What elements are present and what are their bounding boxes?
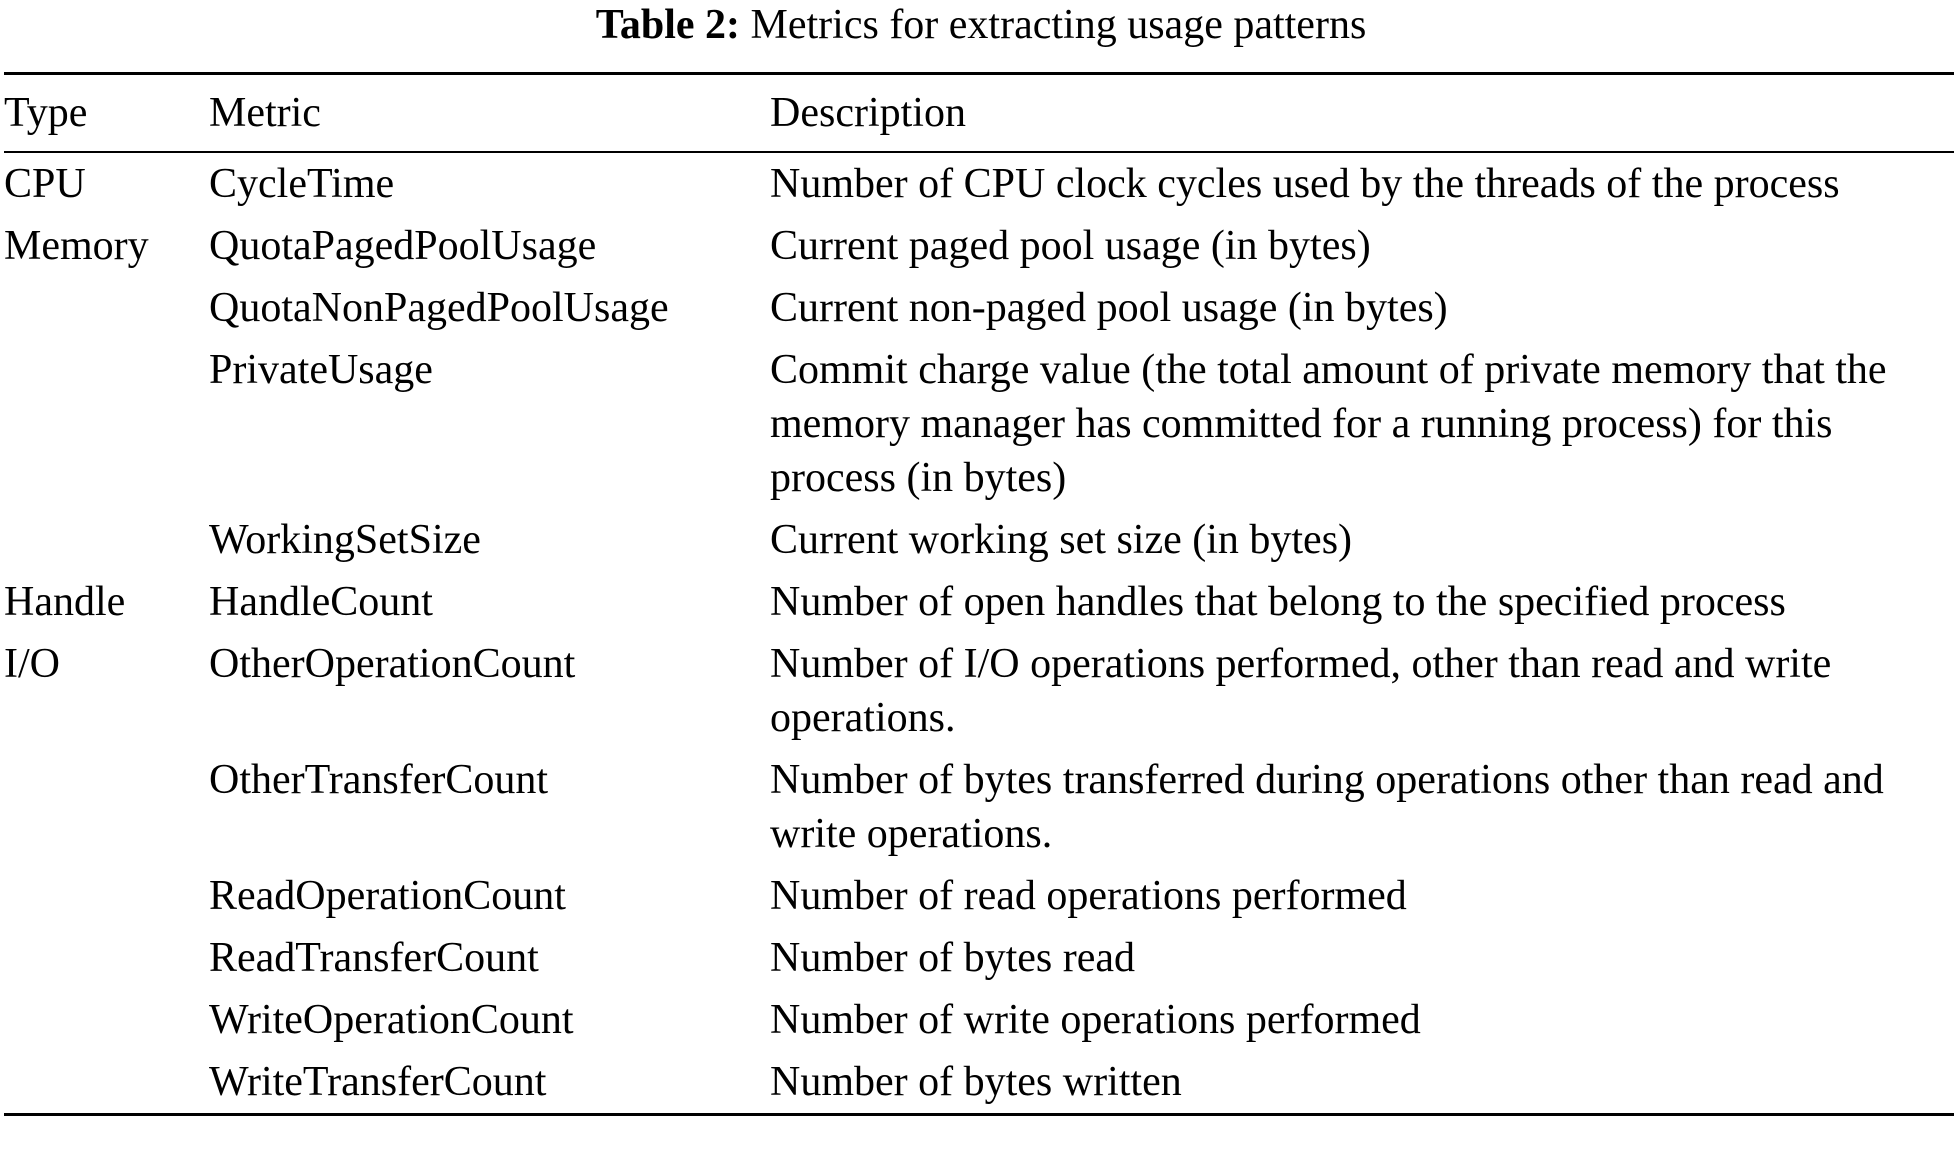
table-row [4, 753, 1954, 869]
description-cell: Number of CPU clock cycles used by the threads of the process [770, 161, 1840, 207]
metric-cell: ReadTransferCount [209, 935, 539, 981]
type-cell: I/O [4, 641, 60, 687]
table-row [4, 993, 1954, 1055]
type-cell [4, 753, 209, 869]
table-row [4, 869, 1954, 931]
metrics-table [4, 75, 1954, 151]
metric-cell: PrivateUsage [209, 347, 433, 393]
type-cell [4, 513, 209, 575]
table-row [4, 343, 1954, 513]
type-cell [4, 993, 209, 1055]
header-type: Type [4, 90, 88, 136]
type-cell [4, 343, 209, 513]
type-cell: CPU [4, 161, 86, 207]
table-row [4, 281, 1954, 343]
metrics-table-body [4, 153, 1954, 1113]
metric-cell: OtherOperationCount [209, 641, 576, 687]
metric-cell: HandleCount [209, 579, 433, 625]
table-row [4, 219, 1954, 281]
description-cell: Number of bytes transferred during operations other than read and write operations. [770, 757, 1884, 857]
metric-cell: WriteTransferCount [209, 1059, 547, 1105]
metric-cell: OtherTransferCount [209, 757, 549, 803]
header-row [4, 75, 1954, 151]
description-cell: Commit charge value (the total amount of private memory that the memory manager has committed for a running process) for this process (in bytes) [770, 347, 1887, 501]
description-cell: Number of read operations performed [770, 873, 1407, 919]
table-row [4, 575, 1954, 637]
description-cell: Number of I/O operations performed, other than read and write operations. [770, 641, 1832, 741]
metric-cell: ReadOperationCount [209, 873, 566, 919]
description-cell: Number of bytes read [770, 935, 1136, 981]
type-cell: Handle [4, 579, 126, 625]
table-caption [4, 0, 1954, 68]
description-cell: Number of bytes written [770, 1059, 1182, 1105]
description-cell: Current non-paged pool usage (in bytes) [770, 285, 1448, 331]
header-description: Description [770, 90, 966, 136]
table-row [4, 637, 1954, 753]
metric-cell: CycleTime [209, 161, 395, 207]
caption-text: Metrics for extracting usage patterns [750, 2, 1367, 48]
description-cell: Current working set size (in bytes) [770, 517, 1353, 563]
description-cell: Current paged pool usage (in bytes) [770, 223, 1371, 269]
table-row [4, 1055, 1954, 1113]
metric-cell: WriteOperationCount [209, 997, 574, 1043]
table-row [4, 513, 1954, 575]
description-cell: Number of open handles that belong to the specified process [770, 579, 1786, 625]
metric-cell: WorkingSetSize [209, 517, 481, 563]
bottom-rule [4, 1113, 1954, 1116]
caption-label: Table 2: [595, 2, 741, 48]
type-cell [4, 281, 209, 343]
type-cell [4, 1055, 209, 1113]
type-cell [4, 931, 209, 993]
header-metric: Metric [209, 90, 321, 136]
metric-cell: QuotaPagedPoolUsage [209, 223, 597, 269]
table-row [4, 153, 1954, 219]
description-cell: Number of write operations performed [770, 997, 1421, 1043]
type-cell [4, 869, 209, 931]
type-cell: Memory [4, 223, 149, 269]
metric-cell: QuotaNonPagedPoolUsage [209, 285, 669, 331]
table-row [4, 931, 1954, 993]
